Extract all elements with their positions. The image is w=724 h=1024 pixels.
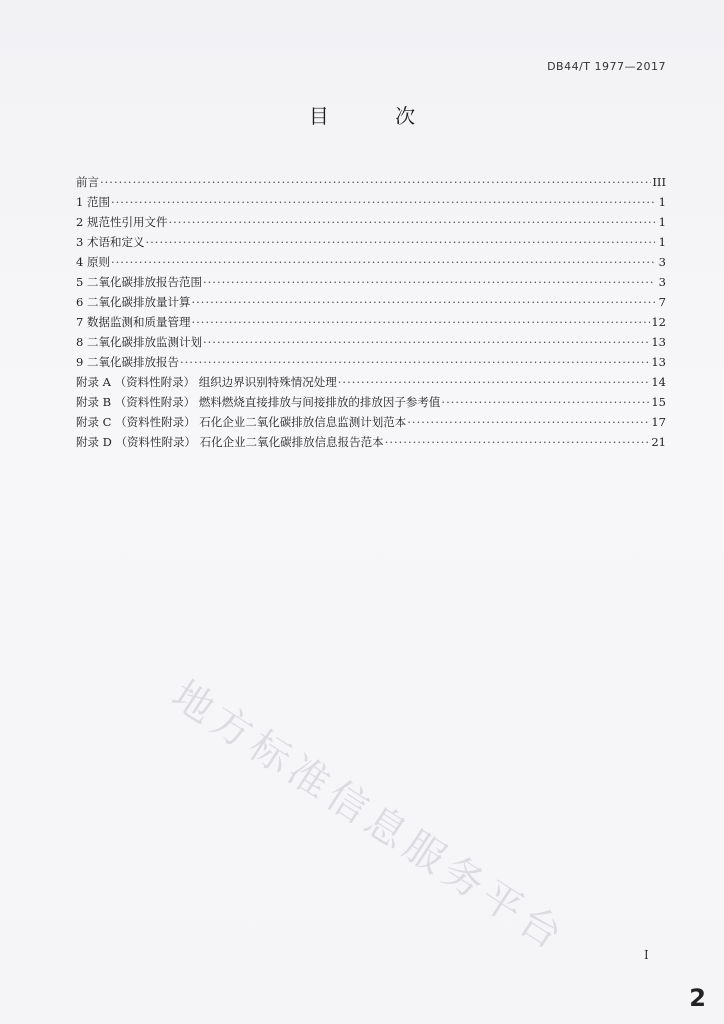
toc-entry-2 (76, 212, 666, 232)
toc-leader-dots (203, 332, 650, 352)
toc-entry-page: 13 (651, 335, 666, 349)
toc-leader-dots (338, 372, 651, 392)
toc-entry-label: 3 术语和定义 (76, 235, 145, 249)
page-number: I (644, 948, 649, 962)
toc-entry-page: 3 (658, 275, 666, 289)
toc-entry-label: 2 规范性引用文件 (76, 215, 168, 229)
toc-entry-3 (76, 232, 666, 252)
toc-entry-8 (76, 332, 666, 352)
toc-leader-dots (191, 312, 650, 332)
toc-entry-appendix-d (76, 432, 666, 452)
watermark: 地方标准信息服务平台 (163, 672, 575, 962)
toc-entry-label: 9 二氧化碳排放报告 (76, 355, 179, 369)
toc-entry-page: 14 (651, 375, 666, 389)
toc-entry-label: 附录 A （资料性附录） 组织边界识别特殊情况处理 (76, 375, 337, 389)
toc-leader-dots (100, 172, 651, 192)
toc-entry-5 (76, 272, 666, 292)
toc-entry-9 (76, 352, 666, 372)
toc-entry-label: 8 二氧化碳排放监测计划 (76, 335, 202, 349)
toc-entry-page: 17 (651, 415, 666, 429)
toc-leader-dots (111, 252, 655, 272)
toc-entry-label: 5 二氧化碳排放报告范围 (76, 275, 202, 289)
page-title: 目 次 (308, 104, 446, 128)
toc-entry-page: 1 (658, 195, 666, 209)
toc-entry-page: III (652, 175, 666, 189)
toc-entry-page: 15 (651, 395, 666, 409)
toc-entry-label: 附录 B （资料性附录） 燃料燃烧直接排放与间接排放的排放因子参考值 (76, 395, 441, 409)
toc-entry-label: 7 数据监测和质量管理 (76, 315, 191, 329)
toc-entry-1 (76, 192, 666, 212)
toc-entry-page: 21 (651, 435, 666, 449)
toc-leader-dots (203, 272, 655, 292)
toc-entry-page: 7 (658, 295, 666, 309)
toc-entry-page: 1 (658, 235, 666, 249)
toc-leader-dots (145, 232, 655, 252)
toc-entry-page: 3 (658, 255, 666, 269)
toc-entry-appendix-b (76, 392, 666, 412)
toc-leader-dots (407, 412, 650, 432)
toc-entry-label: 附录 C （资料性附录） 石化企业二氧化碳排放信息监测计划范本 (76, 415, 407, 429)
toc-entry-label: 前言 (76, 175, 99, 189)
toc-leader-dots (111, 192, 655, 212)
toc-entry-label: 6 二氧化碳排放量计算 (76, 295, 191, 309)
table-of-contents (76, 172, 666, 452)
toc-entry-page: 12 (651, 315, 666, 329)
toc-leader-dots (168, 212, 655, 232)
toc-entry-foreword (76, 172, 666, 192)
toc-entry-6 (76, 292, 666, 312)
toc-leader-dots (191, 292, 655, 312)
toc-entry-appendix-c (76, 412, 666, 432)
document-code: DB44/T 1977—2017 (547, 60, 666, 73)
toc-entry-label: 4 原则 (76, 255, 110, 269)
toc-leader-dots (441, 392, 650, 412)
toc-entry-page: 1 (658, 215, 666, 229)
sheet-number: 2 (689, 984, 706, 1012)
toc-leader-dots (180, 352, 650, 372)
toc-entry-page: 13 (651, 355, 666, 369)
toc-leader-dots (385, 432, 651, 452)
toc-entry-7 (76, 312, 666, 332)
toc-entry-label: 附录 D （资料性附录） 石化企业二氧化碳排放信息报告范本 (76, 435, 384, 449)
toc-entry-label: 1 范围 (76, 195, 110, 209)
toc-entry-appendix-a (76, 372, 666, 392)
toc-entry-4 (76, 252, 666, 272)
